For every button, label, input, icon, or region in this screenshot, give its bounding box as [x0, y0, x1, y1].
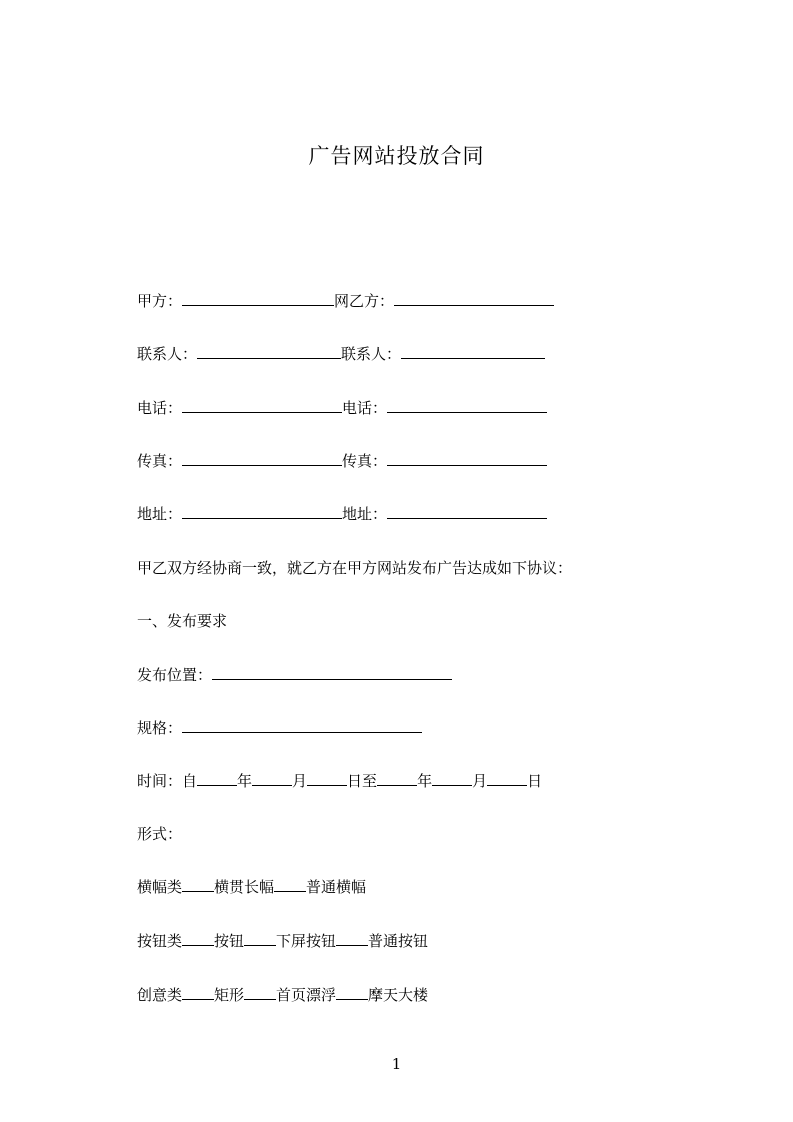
party-a-address-label: 地址： [137, 505, 183, 523]
party-b-contact-blank[interactable] [401, 344, 545, 359]
party-b-name-blank[interactable] [394, 291, 554, 306]
banner-opt2-blank[interactable] [274, 877, 306, 892]
button-opt2: 下屏按钮 [276, 932, 337, 950]
banner-category: 横幅类 [137, 878, 183, 896]
time-line [137, 771, 542, 791]
form-label: 形式： [137, 825, 183, 843]
party-a-contact-blank[interactable] [197, 344, 341, 359]
button-opt1-blank[interactable] [182, 931, 214, 946]
party-a-phone-label: 电话： [137, 399, 183, 417]
party-name-line [137, 291, 554, 311]
position-label: 发布位置： [137, 666, 213, 684]
party-a-address-blank[interactable] [182, 504, 342, 519]
party-a-fax-blank[interactable] [182, 451, 342, 466]
party-b-address-blank[interactable] [387, 504, 547, 519]
end-day-blank[interactable] [487, 771, 527, 786]
creative-opt3-blank[interactable] [336, 985, 368, 1000]
creative-opt2-blank[interactable] [244, 985, 276, 1000]
spec-line [137, 718, 422, 738]
party-b-phone-label: 电话： [342, 399, 388, 417]
intro-paragraph: 甲乙双方经协商一致，就乙方在甲方网站发布广告达成如下协议： [137, 559, 573, 577]
button-opt1: 按钮 [214, 932, 245, 950]
creative-line [137, 985, 428, 1005]
banner-line [137, 877, 366, 897]
button-opt3: 普通按钮 [368, 932, 429, 950]
party-a-label: 甲方： [137, 292, 183, 310]
party-a-phone-blank[interactable] [182, 398, 342, 413]
creative-opt1: 矩形 [214, 986, 245, 1004]
position-line [137, 665, 452, 685]
party-b-contact-label: 联系人： [341, 345, 402, 363]
button-line [137, 931, 428, 951]
end-year-blank[interactable] [377, 771, 417, 786]
end-month-blank[interactable] [432, 771, 472, 786]
month2-label: 月 [472, 772, 488, 790]
banner-opt2: 普通横幅 [306, 878, 367, 896]
party-b-phone-blank[interactable] [387, 398, 547, 413]
button-opt2-blank[interactable] [244, 931, 276, 946]
spec-blank[interactable] [182, 718, 422, 733]
start-day-blank[interactable] [307, 771, 347, 786]
fax-line [137, 451, 547, 471]
start-month-blank[interactable] [252, 771, 292, 786]
button-category: 按钮类 [137, 932, 183, 950]
document-title: 广告网站投放合同 [308, 144, 485, 168]
party-b-fax-label: 传真： [342, 452, 388, 470]
party-a-fax-label: 传真： [137, 452, 183, 470]
day-to-label: 日至 [347, 772, 378, 790]
party-a-contact-label: 联系人： [137, 345, 198, 363]
day2-label: 日 [527, 772, 543, 790]
contact-line [137, 344, 545, 364]
party-a-name-blank[interactable] [182, 291, 334, 306]
banner-opt1: 横贯长幅 [214, 878, 275, 896]
year-label: 年 [237, 772, 253, 790]
creative-opt1-blank[interactable] [182, 985, 214, 1000]
creative-opt3: 摩天大楼 [368, 986, 429, 1004]
party-b-label: 网乙方： [334, 292, 395, 310]
time-label: 时间：自 [137, 772, 198, 790]
month-label: 月 [292, 772, 308, 790]
position-blank[interactable] [212, 665, 452, 680]
party-b-fax-blank[interactable] [387, 451, 547, 466]
start-year-blank[interactable] [197, 771, 237, 786]
creative-opt2: 首页漂浮 [276, 986, 337, 1004]
section-1-heading: 一、发布要求 [137, 612, 228, 630]
address-line [137, 504, 547, 524]
page-number: 1 [391, 1055, 402, 1073]
creative-category: 创意类 [137, 986, 183, 1004]
year2-label: 年 [417, 772, 433, 790]
button-opt3-blank[interactable] [336, 931, 368, 946]
phone-line [137, 398, 547, 418]
banner-opt1-blank[interactable] [182, 877, 214, 892]
party-b-address-label: 地址： [342, 505, 388, 523]
spec-label: 规格： [137, 719, 183, 737]
